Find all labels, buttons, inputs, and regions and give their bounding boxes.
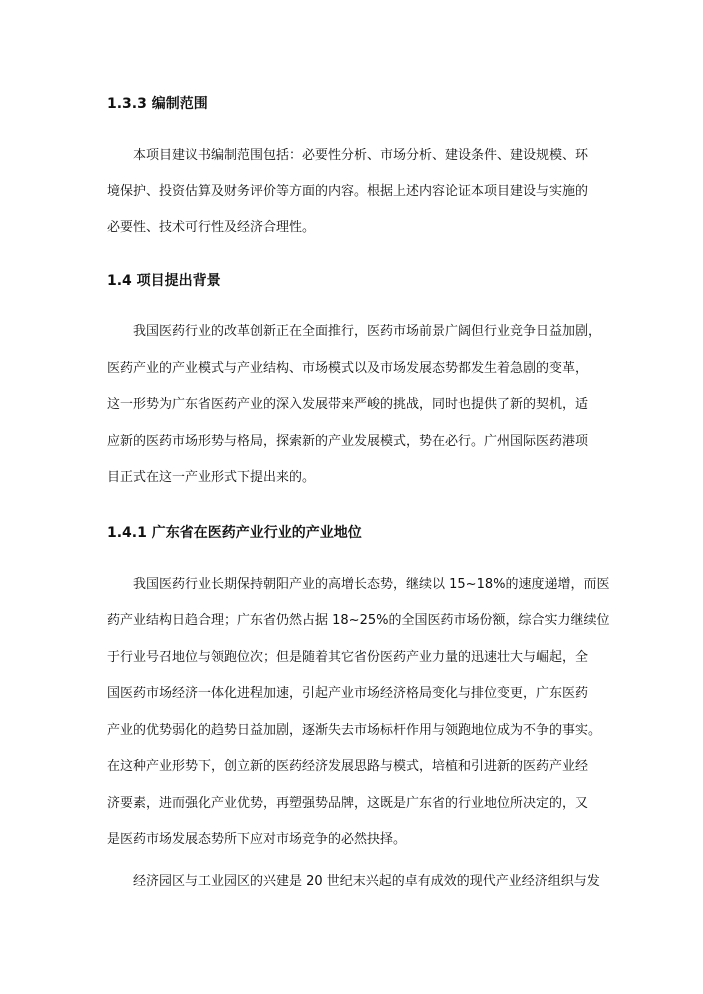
paragraph-line: 于行业号召地位与领跑位次；但是随着其它省份医药产业力量的迅速壮大与崛起，全 (107, 650, 589, 665)
paragraph-line: 是医药市场发展态势所下应对市场竞争的必然抉择。 (107, 832, 407, 847)
paragraph-line: 这一形势为广东省医药产业的深入发展带来严峻的挑战，同时也提供了新的契机，适 (107, 397, 589, 412)
paragraph-line: 应新的医药市场形势与格局，探索新的产业发展模式，势在必行。广州国际医药港项 (107, 434, 589, 449)
paragraph-line: 济要素，进而强化产业优势，再塑强势品牌，这既是广东省的行业地位所决定的，又 (107, 796, 589, 811)
paragraph-line: 本项目建议书编制范围包括：必要性分析、市场分析、建设条件、建设规模、环 (133, 148, 589, 163)
paragraph-line: 国医药市场经济一体化进程加速，引起产业市场经济格局变化与排位变更，广东医药 (107, 686, 589, 701)
paragraph-line: 药产业结构日趋合理；广东省仍然占据 18~25%的全国医药市场份额，综合实力继续位 (107, 613, 610, 628)
paragraph-line: 我国医药行业的改革创新正在全面推行，医药市场前景广阔但行业竞争日益加剧， (133, 324, 602, 339)
paragraph-line: 产业的优势弱化的趋势日益加剧，逐渐失去市场标杆作用与领跑地位成为不争的事实。 (107, 723, 602, 738)
paragraph-line: 境保护、投资估算及财务评价等方面的内容。根据上述内容论证本项目建设与实施的 (107, 184, 589, 199)
paragraph-line: 目正式在这一产业形式下提出来的。 (107, 470, 316, 485)
paragraph-line: 在这种产业形势下，创立新的医药经济发展思路与模式，培植和引进新的医药产业经 (107, 759, 589, 774)
paragraph-line: 医药产业的产业模式与产业结构、市场模式以及市场发展态势都发生着急剧的变革， (107, 361, 589, 376)
paragraph-line: 经济园区与工业园区的兴建是 20 世纪末兴起的卓有成效的现代产业经济组织与发 (133, 874, 600, 889)
paragraph-line: 我国医药行业长期保持朝阳产业的高增长态势，继续以 15~18%的速度递增，而医 (133, 577, 610, 592)
section-heading-1-3-3: 1.3.3 编制范围 (107, 96, 208, 112)
paragraph-line: 必要性、技术可行性及经济合理性。 (107, 220, 316, 235)
section-heading-1-4: 1.4 项目提出背景 (107, 273, 221, 289)
section-heading-1-4-1: 1.4.1 广东省在医药产业行业的产业地位 (107, 525, 362, 541)
